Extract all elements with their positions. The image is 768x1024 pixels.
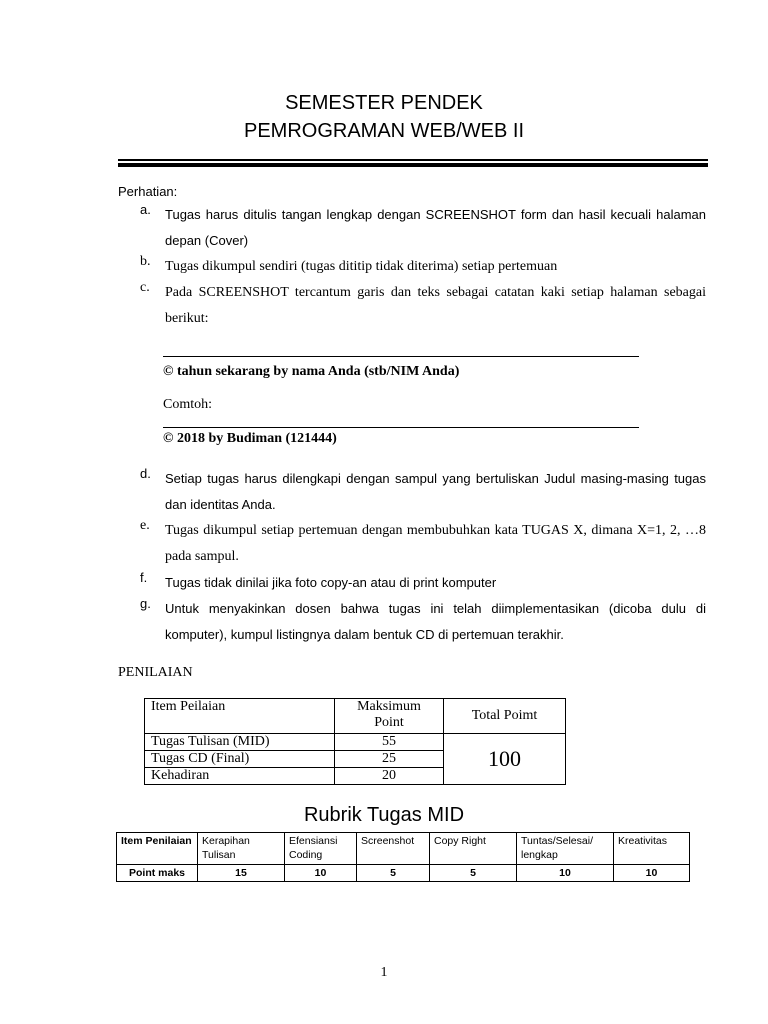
list-item-letter: d. (140, 466, 151, 481)
row-item: Tugas CD (Final) (145, 751, 335, 768)
rubrik-row-label: Point maks (117, 865, 198, 882)
header-rule-bottom (118, 163, 708, 167)
row-item: Kehadiran (145, 768, 335, 785)
rubrik-value: 10 (285, 865, 357, 882)
title-line-1: SEMESTER PENDEK (285, 92, 483, 114)
rubrik-header: Kreativitas (614, 833, 690, 865)
list-item-letter: f. (140, 570, 148, 585)
penilaian-table (144, 698, 566, 785)
row-max: 25 (335, 751, 444, 768)
list-item-letter: c. (140, 280, 150, 295)
footnote-example-label: Comtoh: (163, 397, 213, 412)
total-value: 100 (444, 734, 566, 785)
title-line-2: PEMROGRAMAN WEB/WEB II (243, 120, 525, 142)
rubrik-table (116, 832, 690, 882)
list-item-text: Tugas tidak dinilai jika foto copy-an atau di print komputer (165, 575, 497, 590)
rubrik-value-row (117, 865, 690, 882)
rubrik-header: Copy Right (430, 833, 517, 865)
list-item-letter: g. (140, 596, 151, 611)
page-number: 1 (380, 965, 388, 980)
list-item-letter: b. (140, 254, 151, 269)
list-item-text: Pada SCREENSHOT tercantum garis dan teks sebagai catatan kaki setiap halaman sebagai berikut: (165, 285, 706, 326)
list-item-text: Tugas harus ditulis tangan lengkap dengan SCREENSHOT form dan hasil kecuali halaman depan (Cover) (165, 207, 706, 248)
rubrik-title: Rubrik Tugas MID (303, 804, 465, 826)
footnote-line-2 (163, 427, 639, 428)
table-row (145, 734, 566, 751)
row-max: 20 (335, 768, 444, 785)
table-header-row (145, 699, 566, 734)
rubrik-header: Tuntas/Selesai/ lengkap (517, 833, 614, 865)
rubrik-value: 5 (430, 865, 517, 882)
penilaian-heading: PENILAIAN (118, 665, 193, 680)
rubrik-header: Efensiansi Coding (285, 833, 357, 865)
perhatian-label: Perhatian: (118, 184, 178, 199)
header-item: Item Peilaian (145, 699, 335, 734)
row-item: Tugas Tulisan (MID) (145, 734, 335, 751)
rubrik-header-row (117, 833, 690, 865)
rubrik-value: 15 (198, 865, 285, 882)
footnote-example: © 2018 by Budiman (121444) (163, 431, 337, 446)
rubrik-header: Screenshot (357, 833, 430, 865)
header-total: Total Poimt (444, 699, 566, 734)
footnote-line-1 (163, 356, 639, 357)
rubrik-header: Kerapihan Tulisan (198, 833, 285, 865)
rubrik-header: Item Penilaian (117, 833, 198, 865)
list-item-text: Tugas dikumpul setiap pertemuan dengan membubuhkan kata TUGAS X, dimana X=1, 2, …8 pada sampul. (165, 523, 706, 564)
row-max: 55 (335, 734, 444, 751)
rubrik-value: 5 (357, 865, 430, 882)
header-rule-top (118, 159, 708, 161)
list-item-text: Setiap tugas harus dilengkapi dengan sampul yang bertuliskan Judul masing-masing tugas dan identitas Anda. (165, 471, 706, 512)
list-item-text: Untuk menyakinkan dosen bahwa tugas ini telah diimplementasikan (dicoba dulu di komputer), kumpul listingnya dalam bentuk CD di pertemuan terakhir. (165, 601, 706, 642)
list-item-text: Tugas dikumpul sendiri (tugas dititip tidak diterima) setiap pertemuan (165, 259, 558, 274)
list-item-letter: e. (140, 518, 150, 533)
footnote-template: © tahun sekarang by nama Anda (stb/NIM Anda) (163, 364, 460, 379)
rubrik-value: 10 (614, 865, 690, 882)
header-max: Maksimum Point (335, 699, 444, 734)
rubrik-value: 10 (517, 865, 614, 882)
list-item-letter: a. (140, 202, 151, 217)
